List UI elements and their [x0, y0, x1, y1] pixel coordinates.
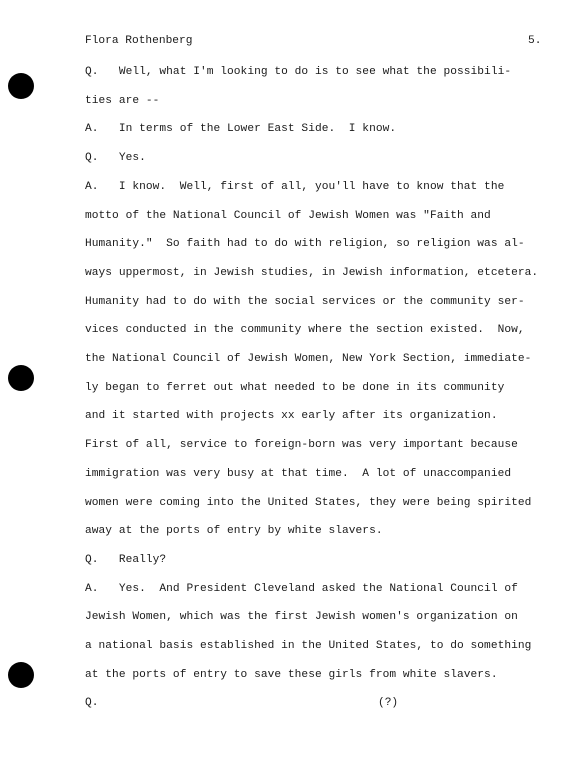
footer-speaker: Q. — [85, 697, 99, 709]
transcript-line: and it started with projects xx early after its organization. — [85, 410, 498, 423]
transcript-line: Humanity." So faith had to do with religion, so religion was al- — [85, 238, 525, 251]
interviewee-name: Flora Rothenberg — [85, 35, 193, 47]
transcript-line: the National Council of Jewish Women, New York Section, immediate- — [85, 353, 532, 365]
binder-hole — [8, 365, 34, 391]
transcript-line: A. In terms of the Lower East Side. I know. — [85, 123, 397, 136]
footer-note: (?) — [378, 697, 399, 709]
transcript-line: Humanity had to do with the social services or the community ser- — [85, 295, 525, 308]
transcript-line: A. I know. Well, first of all, you'll have to know that the — [85, 180, 505, 193]
transcript-line: away at the ports of entry by white slavers. — [85, 525, 383, 538]
transcript-line: First of all, service to foreign-born was very important because — [85, 439, 518, 452]
page-number: 5. — [528, 35, 542, 47]
transcript-line: Q. Yes. — [85, 152, 146, 165]
binder-hole — [8, 662, 34, 688]
transcript-line: at the ports of entry to save these girls from white slavers. — [85, 668, 498, 681]
transcript-line: Q. Well, what I'm looking to do is to see what the possibili- — [85, 66, 512, 78]
transcript-line: vices conducted in the community where the section existed. Now, — [85, 324, 525, 337]
transcript-line: a national basis established in the United States, to do something — [85, 640, 532, 652]
transcript-line: A. Yes. And President Cleveland asked the National Council of — [85, 582, 518, 595]
transcript-line: ways uppermost, in Jewish studies, in Jewish information, etcetera. — [85, 266, 539, 279]
binder-hole — [8, 73, 34, 99]
transcript-line: ties are -- — [85, 94, 160, 107]
transcript-line: ly began to ferret out what needed to be done in its community — [85, 381, 505, 394]
transcript-line: motto of the National Council of Jewish Women was "Faith and — [85, 209, 491, 222]
transcript-line: women were coming into the United States, they were being spirited — [85, 496, 532, 509]
transcript-line: Jewish Women, which was the first Jewish women's organization on — [85, 611, 518, 624]
transcript-line: Q. Really? — [85, 553, 167, 566]
transcript-line: immigration was very busy at that time. A lot of unaccompanied — [85, 467, 512, 480]
